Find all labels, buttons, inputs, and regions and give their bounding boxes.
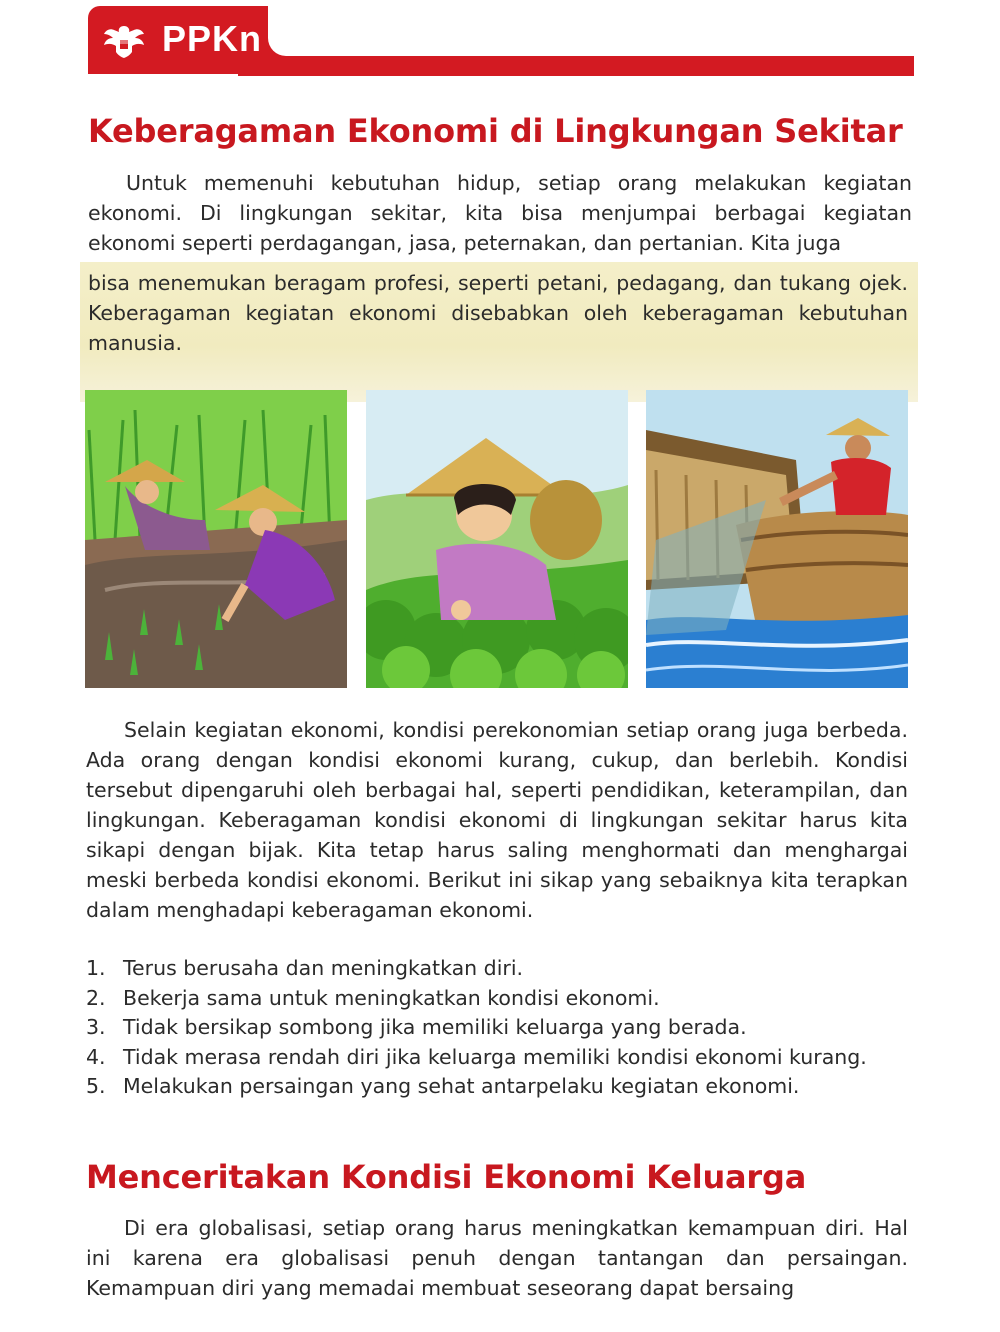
fisherman-illustration — [646, 390, 908, 688]
section-title: Keberagaman Ekonomi di Lingkungan Sekitar — [88, 112, 903, 150]
list-item: 2. Bekerja sama untuk meningkatkan kondisi ekonomi. — [86, 985, 660, 1010]
garuda-emblem-icon — [102, 20, 146, 60]
intro-paragraph: Untuk memenuhi kebutuhan hidup, setiap orang melakukan kegiatan ekonomi. Di lingkungan sekitar, kita bisa menjumpai berbagai kegiatan ekonomi seperti perdagangan, jasa, peternakan, dan pertanian. Kita juga — [88, 171, 912, 255]
list-item: 4. Tidak merasa rendah diri jika keluarga memiliki kondisi ekonomi kurang. — [86, 1044, 867, 1069]
header-strip — [238, 56, 914, 76]
list-item: 5. Melakukan persaingan yang sehat antarpelaku kegiatan ekonomi. — [86, 1074, 800, 1098]
subject-label: PPKn — [162, 18, 263, 59]
illustration-row — [85, 390, 909, 688]
attitude-list — [86, 954, 908, 1102]
list-item: 3. Tidak bersikap sombong jika memiliki keluarga yang berada. — [86, 1015, 747, 1039]
header-notch — [268, 6, 914, 56]
page-header — [88, 6, 914, 76]
rice-planting-illustration — [85, 390, 347, 688]
globalization-paragraph: Di era globalisasi, setiap orang harus meningkatkan kemampuan diri. Hal ini karena era globalisasi penuh dengan tantangan dan persaingan. Kemampuan diri yang memadai membuat seseorang dapat bersaing — [86, 1216, 908, 1300]
tea-picker-illustration — [366, 390, 628, 688]
intro-paragraph-continued: bisa menemukan beragam profesi, seperti petani, pedagang, dan tukang ojek. Keberagaman kegiatan ekonomi disebabkan oleh keberagaman kebutuhan manusia. — [88, 271, 908, 355]
economic-condition-paragraph: Selain kegiatan ekonomi, kondisi perekonomian setiap orang juga berbeda. Ada orang dengan kondisi ekonomi kurang, cukup, dan berlebih. Kondisi tersebut dipengaruhi oleh berbagai hal, seperti pendidikan, keterampilan, dan lingkungan. Keberagaman kondisi ekonomi di lingkungan sekitar harus kita sikapi dengan bijak. Kita tetap harus saling menghormati dan menghargai meski berbeda kondisi ekonomi. Berikut ini sikap yang sebaiknya kita terapkan dalam menghadapi keberagaman ekonomi. — [86, 718, 908, 922]
section-title: Menceritakan Kondisi Ekonomi Keluarga — [86, 1158, 807, 1196]
list-item: 1. Terus berusaha dan meningkatkan diri. — [86, 956, 524, 980]
